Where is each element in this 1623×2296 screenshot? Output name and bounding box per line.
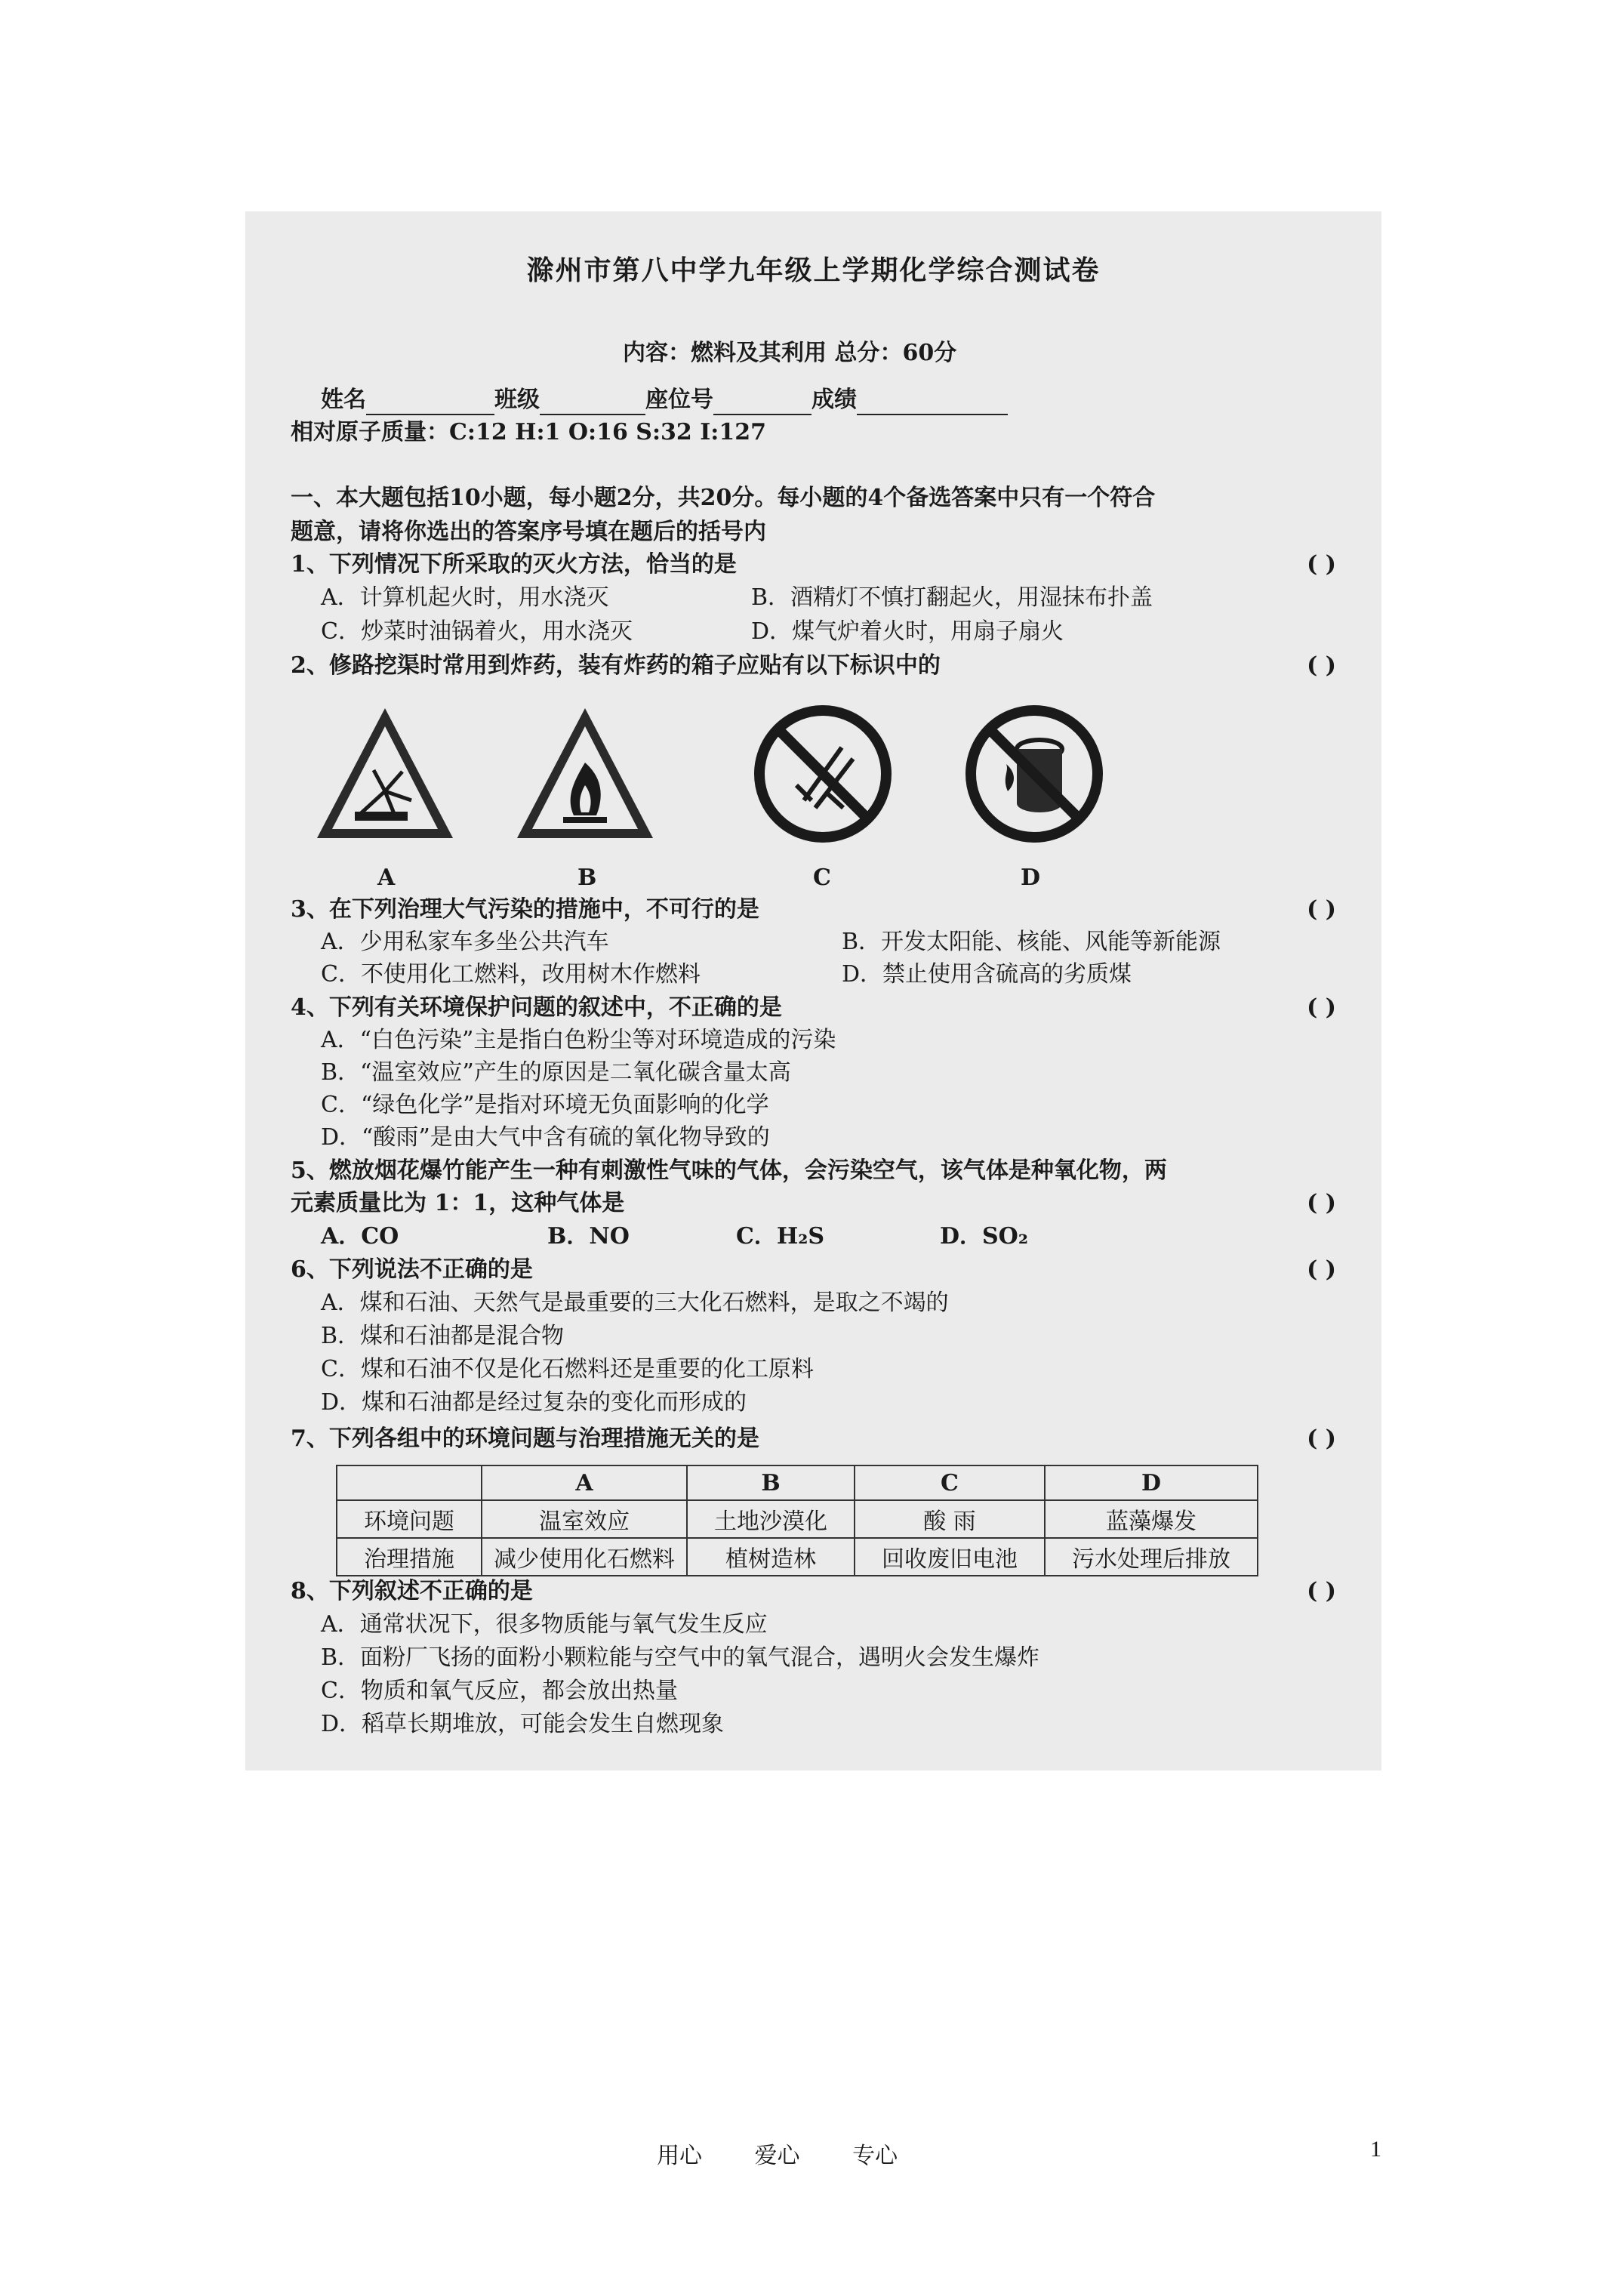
sign-label-b: B bbox=[577, 864, 597, 891]
q1-option-d: D．煤气炉着火时，用扇子扇火 bbox=[751, 618, 1064, 645]
q4-option-a: A．“白色污染”主是指白色粉尘等对环境造成的污染 bbox=[321, 1027, 836, 1053]
q7-answer-paren: ( ) bbox=[1307, 1425, 1336, 1452]
page-footer: 用心 爱心 专心 bbox=[657, 2143, 898, 2169]
table-cell: 土地沙漠化 bbox=[687, 1500, 855, 1538]
q1-answer-paren: ( ) bbox=[1307, 551, 1336, 578]
q4-option-c: C．“绿色化学”是指对环境无负面影响的化学 bbox=[321, 1092, 769, 1118]
content-line: 内容：燃料及其利用 总分：60分 bbox=[623, 340, 957, 366]
q1-option-b: B．酒精灯不慎打翻起火，用湿抹布扑盖 bbox=[751, 584, 1153, 611]
table-cell: C bbox=[855, 1465, 1045, 1500]
q6-option-b: B．煤和石油都是混合物 bbox=[321, 1323, 565, 1349]
table-cell: 温室效应 bbox=[482, 1500, 687, 1538]
table-cell: 减少使用化石燃料 bbox=[482, 1538, 687, 1576]
q4-answer-paren: ( ) bbox=[1307, 994, 1336, 1021]
q8-stem: 8、下列叙述不正确的是 bbox=[291, 1578, 533, 1604]
sign-label-c: C bbox=[813, 864, 831, 891]
q5-option-b: B．NO bbox=[547, 1223, 630, 1250]
q4-stem: 4、下列有关环境保护问题的叙述中，不正确的是 bbox=[291, 994, 782, 1021]
q6-answer-paren: ( ) bbox=[1307, 1256, 1336, 1283]
q8-option-d: D．稻草长期堆放，可能会发生自燃现象 bbox=[321, 1711, 725, 1737]
q5-option-a: A．CO bbox=[321, 1223, 399, 1250]
table-cell bbox=[337, 1465, 482, 1500]
q8-answer-paren: ( ) bbox=[1307, 1578, 1336, 1604]
q2-answer-paren: ( ) bbox=[1307, 652, 1336, 679]
table-cell: 蓝藻爆发 bbox=[1045, 1500, 1258, 1538]
no-fireworks-sign-icon bbox=[751, 702, 895, 846]
q5-option-d: D．SO₂ bbox=[940, 1223, 1028, 1250]
q4-option-d: D．“酸雨”是由大气中含有硫的氧化物导致的 bbox=[321, 1124, 770, 1151]
q1-stem: 1、下列情况下所采取的灭火方法，恰当的是 bbox=[291, 551, 737, 578]
seat-label: 座位号 bbox=[645, 387, 713, 413]
q5-stem-line-1: 5、燃放烟花爆竹能产生一种有刺激性气味的气体，会污染空气，该气体是种氧化物，两 bbox=[291, 1157, 1167, 1184]
page-number: 1 bbox=[1370, 2137, 1381, 2162]
student-info-line bbox=[321, 385, 1008, 415]
table-cell: 植树造林 bbox=[687, 1538, 855, 1576]
q5-option-c: C．H₂S bbox=[736, 1223, 825, 1250]
explosive-warning-sign-icon bbox=[313, 702, 457, 846]
q3-option-d: D．禁止使用含硫高的劣质煤 bbox=[842, 961, 1132, 988]
q1-option-c: C．炒菜时油锅着火，用水浇灭 bbox=[321, 618, 633, 645]
q8-option-b: B．面粉厂飞扬的面粉小颗粒能与空气中的氧气混合，遇明火会发生爆炸 bbox=[321, 1644, 1040, 1671]
table-cell: D bbox=[1045, 1465, 1258, 1500]
q5-stem-line-2: 元素质量比为 1：1，这种气体是 bbox=[291, 1190, 625, 1216]
q8-option-c: C．物质和氧气反应，都会放出热量 bbox=[321, 1678, 678, 1704]
table-cell: B bbox=[687, 1465, 855, 1500]
table-cell: 污水处理后排放 bbox=[1045, 1538, 1258, 1576]
table-header-row bbox=[337, 1465, 1258, 1500]
table-row bbox=[337, 1500, 1258, 1538]
score-label: 成绩 bbox=[812, 387, 857, 413]
q8-option-a: A．通常状况下，很多物质能与氧气发生反应 bbox=[321, 1611, 768, 1638]
q3-option-a: A．少用私家车多坐公共汽车 bbox=[321, 929, 609, 955]
score-blank bbox=[857, 391, 1008, 415]
atomic-masses: 相对原子质量：C:12 H:1 O:16 S:32 I:127 bbox=[291, 419, 766, 445]
q6-option-c: C．煤和石油不仅是化石燃料还是重要的化工原料 bbox=[321, 1356, 814, 1382]
table-row bbox=[337, 1538, 1258, 1576]
table-cell: 酸 雨 bbox=[855, 1500, 1045, 1538]
q2-stem: 2、修路挖渠时常用到炸药，装有炸药的箱子应贴有以下标识中的 bbox=[291, 652, 941, 679]
section-intro-2: 题意，请将你选出的答案序号填在题后的括号内 bbox=[291, 519, 766, 545]
table-cell: A bbox=[482, 1465, 687, 1500]
no-flammable-goods-sign-icon bbox=[962, 702, 1106, 846]
q6-stem: 6、下列说法不正确的是 bbox=[291, 1256, 533, 1283]
q3-stem: 3、在下列治理大气污染的措施中，不可行的是 bbox=[291, 896, 759, 923]
sign-label-d: D bbox=[1021, 864, 1041, 891]
section-intro-1: 一、本大题包括10小题，每小题2分，共20分。每小题的4个备选答案中只有一个符合 bbox=[291, 485, 1156, 511]
seat-blank bbox=[713, 391, 812, 415]
q5-answer-paren: ( ) bbox=[1307, 1190, 1336, 1216]
q3-answer-paren: ( ) bbox=[1307, 896, 1336, 923]
table-cell: 环境问题 bbox=[337, 1500, 482, 1538]
sign-label-a: A bbox=[377, 864, 396, 891]
q6-option-d: D．煤和石油都是经过复杂的变化而形成的 bbox=[321, 1389, 747, 1416]
q4-option-b: B．“温室效应”产生的原因是二氧化碳含量太高 bbox=[321, 1059, 791, 1086]
q1-option-a: A．计算机起火时，用水浇灭 bbox=[321, 584, 609, 611]
name-blank bbox=[366, 391, 494, 415]
class-label: 班级 bbox=[494, 387, 540, 413]
q7-table bbox=[336, 1465, 1258, 1576]
name-label: 姓名 bbox=[321, 387, 366, 413]
exam-title: 滁州市第八中学九年级上学期化学综合测试卷 bbox=[526, 254, 1101, 286]
q7-stem: 7、下列各组中的环境问题与治理措施无关的是 bbox=[291, 1425, 759, 1452]
table-cell: 治理措施 bbox=[337, 1538, 482, 1576]
q3-option-c: C．不使用化工燃料，改用树木作燃料 bbox=[321, 961, 701, 988]
class-blank bbox=[540, 391, 645, 415]
table-cell: 回收废旧电池 bbox=[855, 1538, 1045, 1576]
q3-option-b: B．开发太阳能、核能、风能等新能源 bbox=[842, 929, 1221, 955]
q6-option-a: A．煤和石油、天然气是最重要的三大化石燃料，是取之不竭的 bbox=[321, 1290, 949, 1316]
scanned-exam-page bbox=[245, 211, 1381, 1771]
flammable-warning-sign-icon bbox=[513, 702, 657, 846]
